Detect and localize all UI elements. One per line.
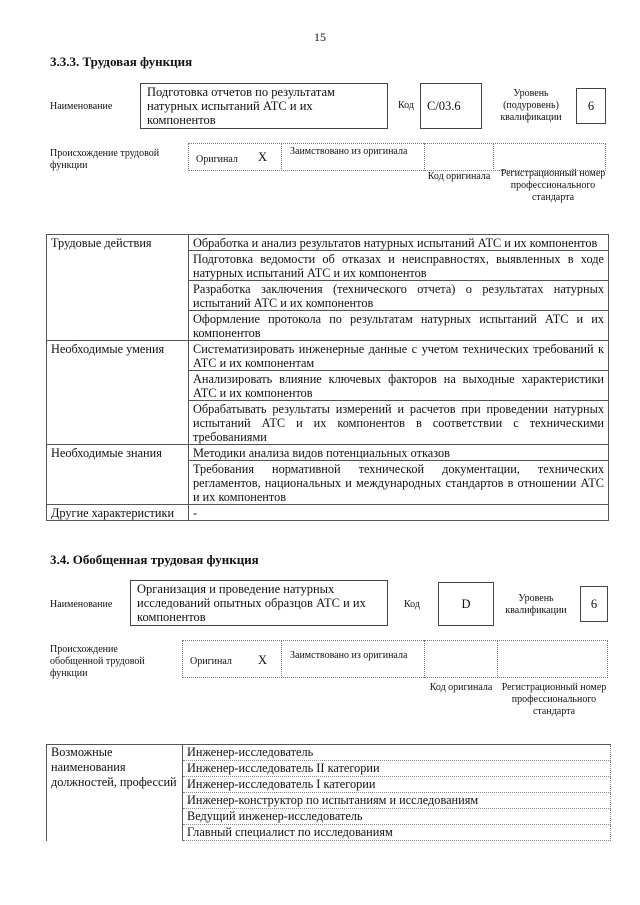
reg-number-caption: Регистрационный номер профессионального стандарта	[500, 168, 606, 203]
table-cell: Обработка и анализ результатов натурных испытаний АТС и их компонентов	[189, 235, 609, 251]
table-row	[47, 505, 609, 521]
level-label-2: Уровень квалификации	[505, 593, 567, 616]
level-value: 6	[587, 99, 595, 113]
origin-label: Происхождение трудовой функции	[50, 148, 160, 171]
table-cell: Оформление протокола по результатам натурных испытаний АТС и их компонентов	[189, 311, 609, 341]
borrowed-label-2: Заимствовано из оригинала	[290, 650, 408, 661]
list-item: Инженер-исследователь	[183, 745, 611, 761]
level-box-2	[580, 586, 608, 622]
code-label: Код	[398, 100, 414, 111]
table-cell: Подготовка ведомости об отказах и неисправностях, выявленных в ходе натурных испытаний АТС и их компонентов	[189, 251, 609, 281]
row-label-other: Другие характеристики	[47, 505, 189, 521]
level-value-2: 6	[590, 597, 598, 611]
positions-label: Возможные наименования должностей, профессий	[47, 745, 183, 841]
code-box	[420, 83, 482, 129]
table-cell: Требования нормативной технической документации, технических регламентов, национальных и международных стандартов в отношении АТС и их компонентов	[189, 461, 609, 505]
original-mark-2: X	[258, 653, 268, 667]
origin-code-cell-2	[424, 640, 498, 678]
table-cell: -	[189, 505, 609, 521]
level-label: Уровень (подуровень) квалификации	[500, 88, 562, 123]
reg-number-caption-2: Регистрационный номер профессионального стандарта	[501, 682, 607, 717]
list-item: Инженер-исследователь II категории	[183, 761, 611, 777]
section-heading-3-4: 3.4. Обобщенная трудовая функция	[50, 552, 259, 567]
function-name-box	[140, 83, 388, 129]
borrowed-label: Заимствовано из оригинала	[290, 146, 408, 157]
row-label-actions: Трудовые действия	[47, 235, 189, 341]
origin-code-caption-2: Код оригинала	[429, 682, 493, 693]
table-cell: Разработка заключения (технического отчета) о результатах натурных испытаний АТС и их компонентов	[189, 281, 609, 311]
level-box	[576, 88, 606, 124]
list-item: Ведущий инженер-исследователь	[183, 809, 611, 825]
origin-code-cell	[424, 143, 494, 171]
generalized-function-name: Организация и проведение натурных исследований опытных образцов АТС и их компонентов	[137, 582, 366, 624]
original-label: Оригинал	[196, 154, 238, 165]
origin-label-2: Происхождение обобщенной трудовой функции	[50, 644, 145, 679]
list-item: Инженер-исследователь I категории	[183, 777, 611, 793]
original-mark: X	[258, 150, 268, 164]
table-cell: Методики анализа видов потенциальных отказов	[189, 445, 609, 461]
function-code: С/03.6	[427, 99, 461, 113]
list-item: Главный специалист по исследованиям	[183, 825, 611, 841]
generalized-function-code: D	[461, 597, 471, 611]
function-name: Подготовка отчетов по результатам натурных испытаний АТС и их компонентов	[147, 85, 335, 127]
page-number: 15	[314, 30, 326, 44]
name-label: Наименование	[50, 101, 113, 112]
table-row	[47, 341, 609, 371]
origin-code-caption: Код оригинала	[427, 171, 491, 182]
positions-table	[46, 744, 611, 841]
row-label-skills: Необходимые умения	[47, 341, 189, 445]
original-label-2: Оригинал	[190, 656, 232, 667]
table-row	[47, 745, 611, 761]
table-row	[47, 235, 609, 251]
code-label-2: Код	[404, 599, 420, 610]
list-item: Инженер-конструктор по испытаниям и исследованиям	[183, 793, 611, 809]
name-label-2: Наименование	[50, 599, 113, 610]
function-details-table	[46, 234, 609, 521]
section-heading-3-3-3: 3.3.3. Трудовая функция	[50, 54, 193, 69]
table-cell: Систематизировать инженерные данные с учетом технических требований к АТС и их компонентам	[189, 341, 609, 371]
table-cell: Обрабатывать результаты измерений и расчетов при проведении натурных испытаний АТС и их компонентов в соответствии с техническими требованиями	[189, 401, 609, 445]
row-label-knowledge: Необходимые знания	[47, 445, 189, 505]
table-row	[47, 445, 609, 461]
generalized-function-name-box	[130, 580, 388, 626]
code-box-2	[438, 582, 494, 626]
table-cell: Анализировать влияние ключевых факторов на выходные характеристики АТС и их компонентов	[189, 371, 609, 401]
